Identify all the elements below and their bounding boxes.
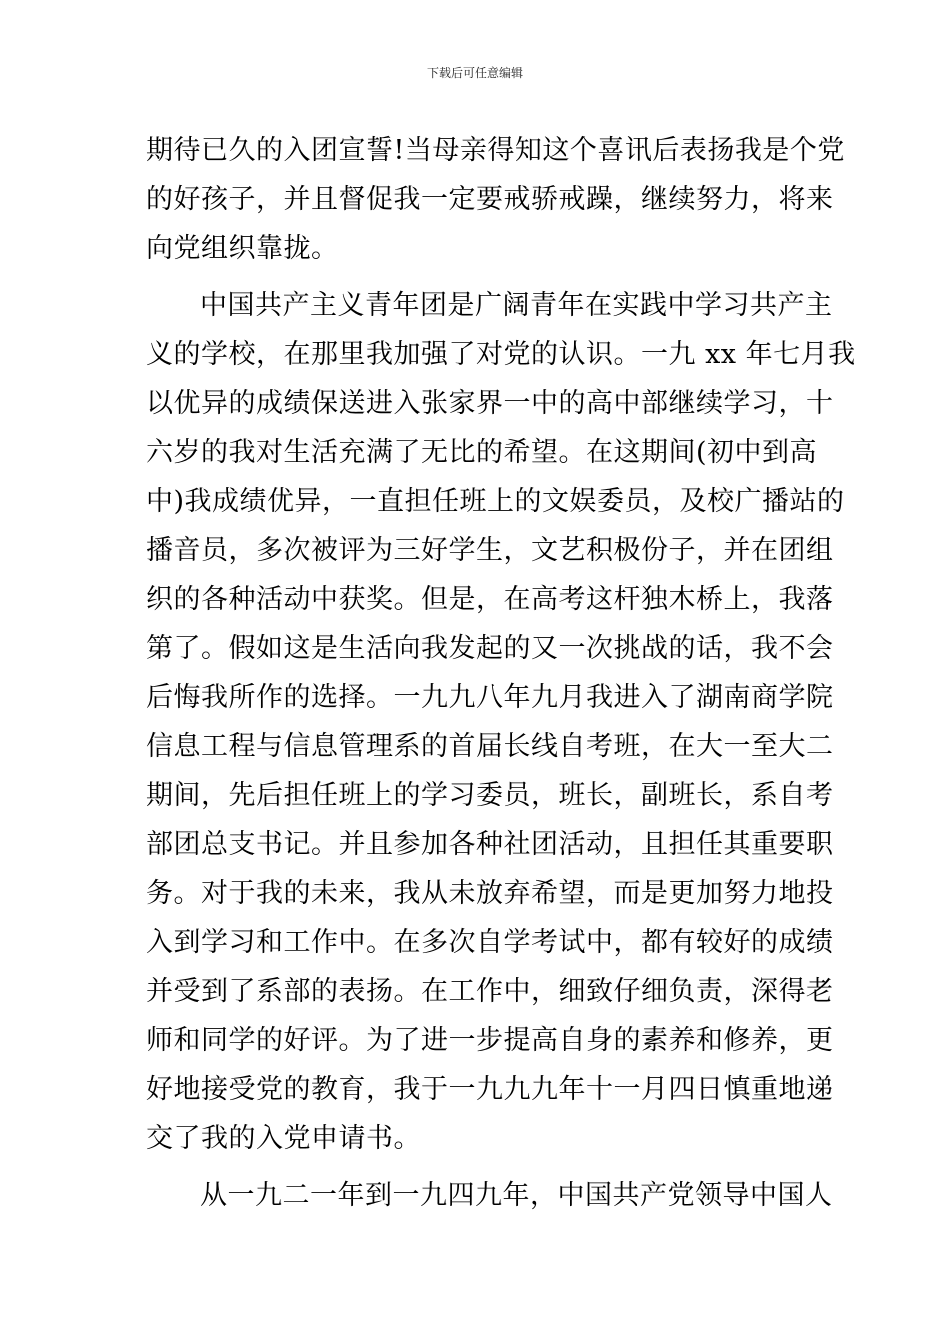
text-line: 中国共产主义青年团是广阔青年在实践中学习共产主 — [200, 290, 833, 321]
text-line: 期待已久的入团宣誓!当母亲得知这个喜讯后表扬我是个党 — [146, 135, 845, 166]
text-line: 部团总支书记。并且参加各种社团活动，且担任其重要职 — [146, 829, 834, 860]
text-line: 中)我成绩优异，一直担任班上的文娱委员，及校广播站的 — [146, 486, 845, 517]
text-line: 信息工程与信息管理系的首届长线自考班，在大一至大二 — [146, 731, 834, 762]
text-line: 六岁的我对生活充满了无比的希望。在这期间(初中到高 — [146, 437, 818, 468]
text-line: 务。对于我的未来，我从未放弃希望，而是更加努力地投 — [146, 878, 834, 909]
text-line: 向党组织靠拢。 — [146, 233, 339, 264]
text-line: 后悔我所作的选择。一九九八年九月我进入了湖南商学院 — [146, 682, 834, 713]
text-line: 师和同学的好评。为了进一步提高自身的素养和修养，更 — [146, 1025, 834, 1056]
text-line: 交了我的入党申请书。 — [146, 1123, 421, 1154]
text-line: 期间，先后担任班上的学习委员，班长，副班长，系自考 — [146, 780, 834, 811]
text-line: 第了。假如这是生活向我发起的又一次挑战的话，我不会 — [146, 633, 834, 664]
page-header: 下载后可任意编辑 — [426, 66, 523, 80]
text-line: 播音员，多次被评为三好学生，文艺积极份子，并在团组 — [146, 535, 834, 566]
paragraph — [146, 281, 856, 1163]
text-line: 义的学校，在那里我加强了对党的认识。一九 xx 年七月我 — [146, 339, 856, 370]
document-body — [146, 126, 856, 1220]
text-line: 好地接受党的教育，我于一九九九年十一月四日慎重地递 — [146, 1074, 834, 1105]
text-line: 的好孩子，并且督促我一定要戒骄戒躁，继续努力，将来 — [146, 184, 834, 215]
paragraph — [146, 1171, 833, 1220]
text-line: 并受到了系部的表扬。在工作中，细致仔细负责，深得老 — [146, 976, 834, 1007]
text-line: 以优异的成绩保送进入张家界一中的高中部继续学习，十 — [146, 388, 834, 419]
paragraph — [146, 126, 845, 273]
text-line: 织的各种活动中获奖。但是，在高考这杆独木桥上，我落 — [146, 584, 834, 615]
text-line: 入到学习和工作中。在多次自学考试中，都有较好的成绩 — [146, 927, 834, 958]
text-line: 从一九二一年到一九四九年，中国共产党领导中国人 — [200, 1180, 833, 1211]
